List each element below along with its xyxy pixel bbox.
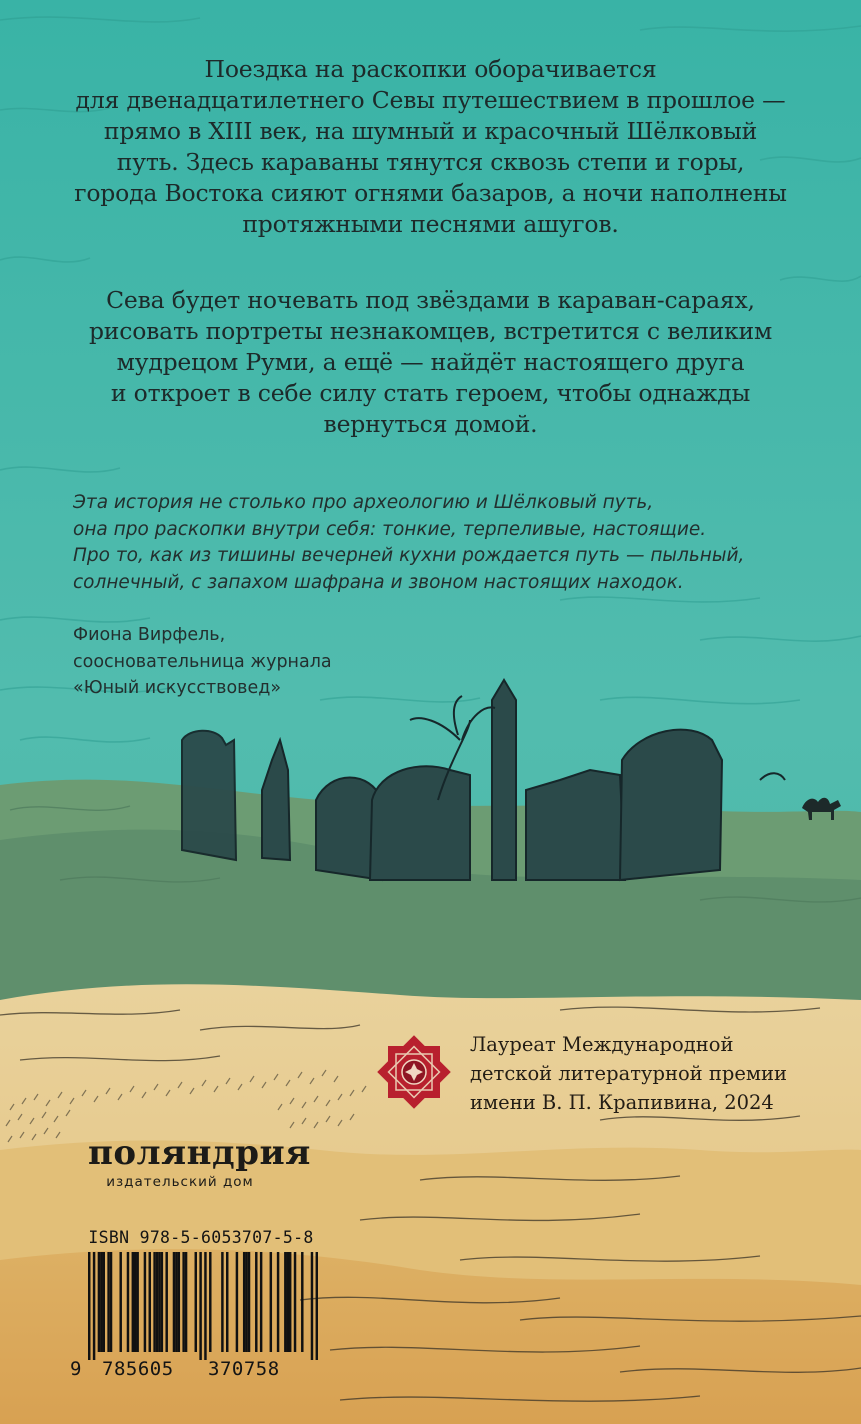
blurb-paragraph-1 xyxy=(40,54,821,240)
blurb-paragraph-2 xyxy=(40,285,821,440)
barcode-bar xyxy=(316,1252,318,1360)
blurb-line: прямо в XIII век, на шумный и красочный Шёлковый xyxy=(103,117,758,145)
barcode-digits-right: 370758 xyxy=(208,1358,280,1380)
barcode-bar xyxy=(301,1252,303,1352)
blurb-line: рисовать портреты незнакомцев, встретится с великим xyxy=(88,317,773,345)
barcode-bar xyxy=(127,1252,129,1352)
barcode-bar xyxy=(119,1252,121,1352)
barcode-bar xyxy=(136,1252,138,1352)
blurb-line: и откроет в себе силу стать героем, чтобы однажды xyxy=(110,379,751,407)
blurb-line: Поездка на раскопки оборачивается xyxy=(204,55,657,83)
barcode-bar xyxy=(161,1252,163,1352)
blurb-line: Сева будет ночевать под звёздами в караван-сараях, xyxy=(106,286,755,314)
blurb-line: города Востока сияют огнями базаров, а ночи наполнены xyxy=(74,179,787,207)
quote-line: она про раскопки внутри себя: тонкие, терпеливые, настоящие. xyxy=(73,518,707,540)
award-line: Лауреат Международной xyxy=(470,1033,734,1056)
barcode-bar xyxy=(204,1252,206,1360)
barcode-bar xyxy=(165,1252,167,1352)
barcode-bar xyxy=(158,1252,160,1352)
blurb-line: для двенадцатилетнего Севы путешествием в прошлое — xyxy=(75,86,786,114)
quote-line: солнечный, с запахом шафрана и звоном настоящих находок. xyxy=(73,571,684,593)
publisher-subtitle: издательский дом xyxy=(106,1174,254,1190)
barcode xyxy=(70,1228,322,1382)
barcode-bar xyxy=(110,1252,112,1352)
author-role: соосновательница журнала xyxy=(73,651,332,672)
barcode-bar xyxy=(260,1252,262,1352)
author-name: Фиона Вирфель, xyxy=(73,625,226,645)
barcode-bar xyxy=(289,1252,291,1352)
barcode-bar xyxy=(178,1252,180,1352)
barcode-bar xyxy=(236,1252,238,1352)
barcode-bars xyxy=(88,1252,318,1360)
barcode-bar xyxy=(287,1252,289,1352)
barcode-bar xyxy=(98,1252,100,1352)
barcode-bar xyxy=(88,1252,90,1360)
blurb-line: путь. Здесь караваны тянутся сквозь степи и горы, xyxy=(116,148,745,176)
award-text xyxy=(470,1030,787,1117)
barcode-bar xyxy=(270,1252,272,1352)
award-line: имени В. П. Крапивина, 2024 xyxy=(470,1091,774,1114)
blurb-line: вернуться домой. xyxy=(323,410,538,438)
barcode-bar xyxy=(277,1252,279,1352)
barcode-bar xyxy=(226,1252,228,1352)
publisher-name: поляндрия xyxy=(88,1133,311,1173)
rosette-icon xyxy=(372,1030,456,1114)
barcode-bar xyxy=(153,1252,155,1352)
publisher-logo xyxy=(88,1133,311,1191)
barcode-bar xyxy=(175,1252,177,1352)
barcode-bar xyxy=(107,1252,109,1352)
barcode-bar xyxy=(311,1252,313,1360)
barcode-digits-left: 785605 xyxy=(102,1358,174,1380)
award-line: детской литературной премии xyxy=(470,1062,788,1085)
quote-line: Эта история не столько про археологию и Шёлковый путь, xyxy=(73,492,654,513)
blurb-line: мудрецом Руми, а ещё — найдёт настоящего друга xyxy=(116,348,745,376)
barcode-bar xyxy=(132,1252,134,1352)
barcode-bar xyxy=(255,1252,257,1352)
blurb-line: протяжными песнями ашугов. xyxy=(242,210,619,238)
barcode-bar xyxy=(173,1252,175,1352)
barcode-bar xyxy=(245,1252,247,1352)
barcode-digit-first: 9 xyxy=(70,1358,82,1380)
author-journal: «Юный искусствовед» xyxy=(73,678,282,698)
review-quote xyxy=(73,490,833,596)
barcode-bar xyxy=(248,1252,250,1352)
barcode-bar xyxy=(134,1252,136,1352)
barcode-bar xyxy=(93,1252,95,1360)
barcode-bar xyxy=(294,1252,296,1352)
barcode-bar xyxy=(221,1252,223,1352)
quote-author xyxy=(73,622,332,702)
barcode-bar xyxy=(209,1252,211,1352)
barcode-bar xyxy=(144,1252,146,1352)
barcode-bar xyxy=(182,1252,184,1352)
barcode-bar xyxy=(195,1252,197,1352)
quote-line: Про то, как из тишины вечерней кухни рождается путь — пыльный, xyxy=(73,545,745,566)
barcode-bar xyxy=(103,1252,105,1352)
barcode-bar xyxy=(284,1252,286,1352)
barcode-bar xyxy=(243,1252,245,1352)
barcode-bar xyxy=(156,1252,158,1352)
barcode-bar xyxy=(149,1252,151,1352)
barcode-bar xyxy=(185,1252,187,1352)
isbn-label: ISBN 978-5-6053707-5-8 xyxy=(88,1228,314,1247)
barcode-bar xyxy=(100,1252,102,1352)
barcode-bar xyxy=(199,1252,201,1360)
